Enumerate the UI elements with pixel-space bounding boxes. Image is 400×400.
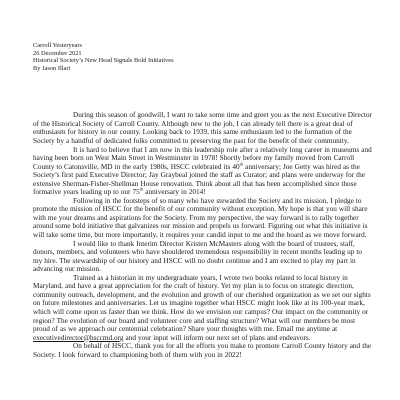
paragraph-1: During this season of goodwill, I want to take some time and greet you as the next Executive Director of the Historical Society of Carroll County. Although new to the job, I can already tell there is a great deal of enthusiasm for history in our county. Looking back to 1939, this same enthusiasm led to the formation of the Society by a handful of dedicated folks committed to preserving the past for the benefit of their community. <box>33 111 372 146</box>
article-byline: By Jason Illari <box>33 64 71 72</box>
paragraph-3: Following in the footsteps of so many who have stewarded the Society and its mission, I pledge to promote the mission of HSCC for the benefit of our community without exception. My hope is that you will share with me your dreams and aspirations for the Society. From my perspective, the way forward is to rally together around some bold initiative that galvanizes our mission and propels us forward. Figuring out what this initiative is will take some time, but more importantly, it requires your candid input to me and the board as we move forward. <box>33 196 368 240</box>
paragraph-4: I would like to thank Interim Director Kristen McMasters along with the board of trustees, staff, donors, members, and volunteers who have shouldered tremendous responsibility in recent months leading up to my hire. The stewardship of our history and HSCC will no doubt continue and I am excited to play my part in advancing our mission. <box>33 239 362 274</box>
paragraph-5-text-a: Trained as a historian in my undergraduate years, I wrote two books related to local history in Maryland, and have a great appreciation for the craft of history. Yet my plan is to focus on strategic direction, community outreach, development, and the evolution and growth of our cherished organization as we set our sights on future milestones and anniversaries. Let us imagine together what HSCC might look like at its 100-year mark, which will come upon us faster than we think. How do we envision our campus? Our impact on the community or region? The evolution of our board and volunteer core and staffing structure? What will our members be most proud of as we approach our centennial celebration? Share your thoughts with me. Email me anytime at <box>33 273 371 334</box>
paragraph-2-text-a: It is hard to believe that I am now in this leadership role after a relatively long career in museums and having been born on West Main Street in Westminster in 1978! Shortly before my family moved from Carroll County to Catonsville, MD in the early 1980s, HSCC celebrated its 40 <box>33 145 372 171</box>
paragraph-2 <box>33 146 372 197</box>
paragraph-2-text-c: anniversary in 2014! <box>143 188 206 197</box>
ordinal-suffix: th <box>239 161 244 167</box>
paragraph-5-text-b: and your input will inform our next set of plans and endeavors. <box>123 333 311 342</box>
article-date: 26 December 2021 <box>33 49 82 57</box>
email-link[interactable]: executivedirector@hsccmd.org <box>33 333 124 342</box>
article-body <box>33 111 372 359</box>
column-name: Carroll Yesteryears <box>33 42 82 49</box>
paragraph-2-text-b: anniversary; Joe Getty was hired as the Society’s first paid Executive Director; Jay Graybeal joined the staff as Curator; and plans were underway for the extensive Sherman-Fisher-Shellman House renovation. Think about all that has been accomplished since those formative years leading up to our 75 <box>33 162 366 197</box>
article-headline: Historical Society’s New Head Signals Bold Initiatives <box>33 57 174 65</box>
ordinal-suffix: th <box>139 186 144 192</box>
paragraph-6: On behalf of HSCC, thank you for all the efforts you make to promote Carroll County history and the Society. I look forward to championing both of them with you in 2022! <box>33 342 372 359</box>
article-header <box>33 42 372 72</box>
paragraph-5 <box>33 274 372 342</box>
